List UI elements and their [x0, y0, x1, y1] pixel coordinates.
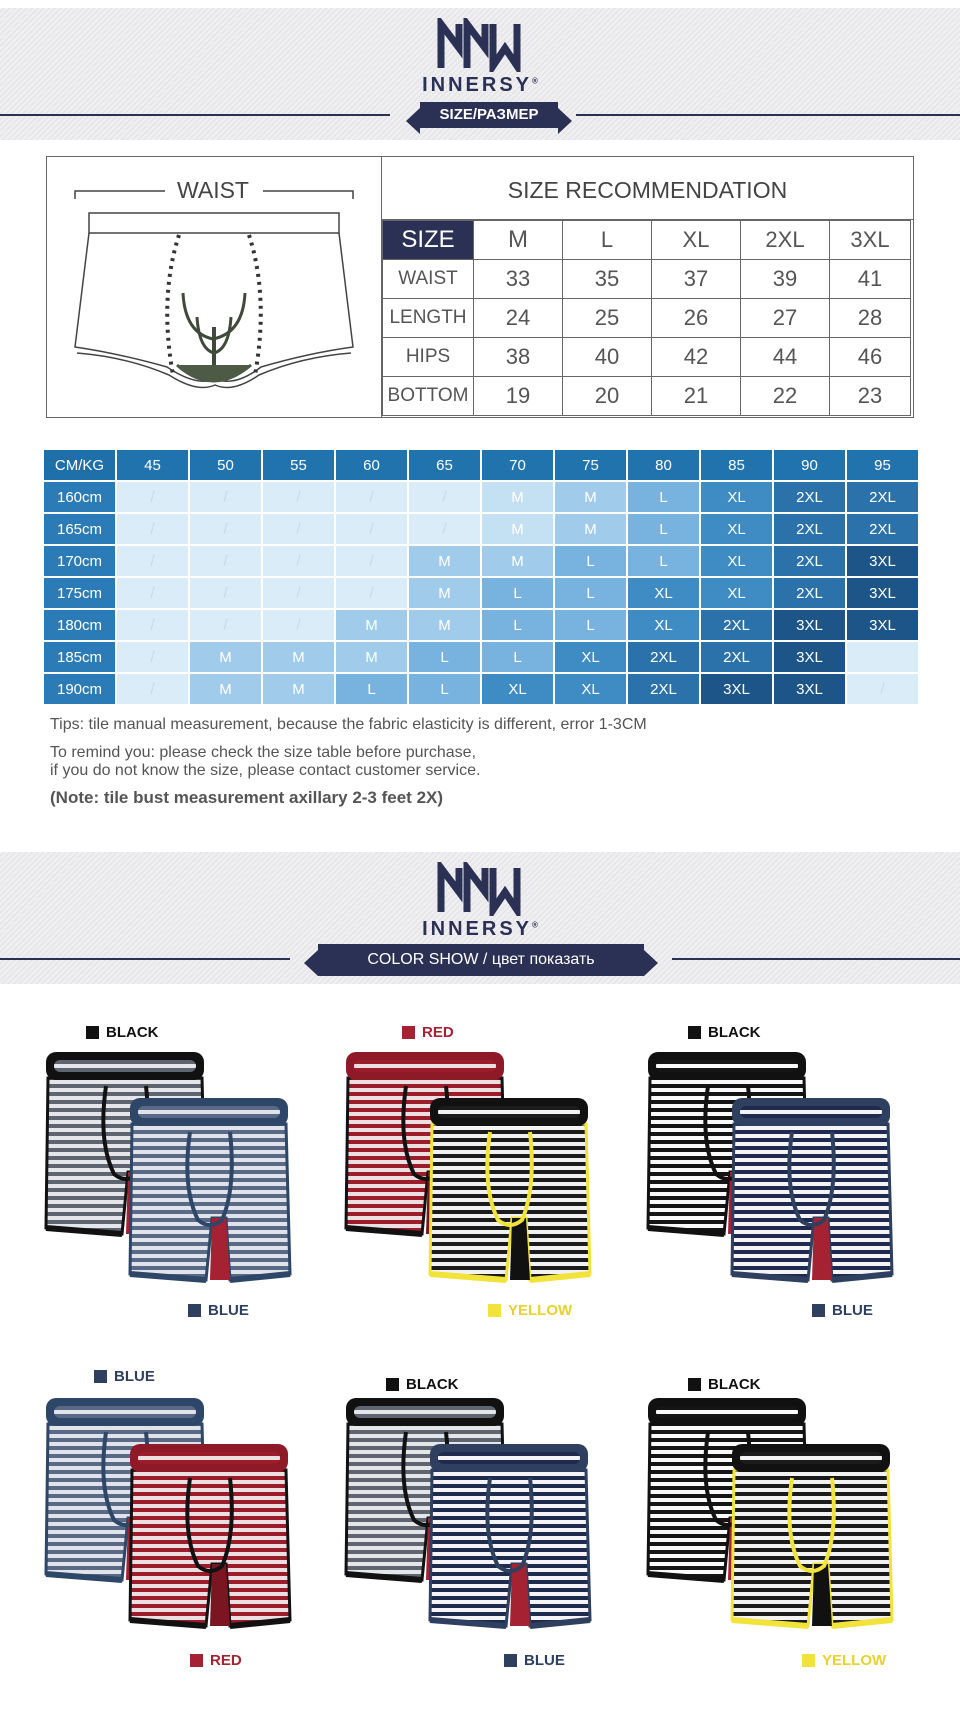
table-row: [383, 299, 911, 338]
color-swatch: [402, 1026, 415, 1039]
cell: 46: [830, 338, 911, 377]
size-cell: L: [555, 546, 626, 576]
size-ribbon: SIZE/РАЗМЕР: [420, 102, 558, 128]
size-cell: XL: [482, 674, 553, 704]
color-swatch: [190, 1654, 203, 1667]
boxer-briefs-icon: [334, 1356, 634, 1646]
size-cell: 2XL: [774, 514, 845, 544]
boxer-briefs-icon: [636, 1010, 936, 1300]
table-row: [44, 610, 918, 640]
size-cell: 2XL: [847, 482, 918, 512]
size-cell: L: [482, 642, 553, 672]
size-col: XL: [652, 221, 741, 260]
table-row: [44, 546, 918, 576]
height-row-header: 165cm: [44, 514, 115, 544]
height-row-header: 160cm: [44, 482, 115, 512]
table-row: [44, 642, 918, 672]
size-cell: /: [336, 514, 407, 544]
waist-diagram: [47, 157, 382, 417]
weight-col-header: 70: [482, 450, 553, 480]
size-cell: 3XL: [847, 578, 918, 608]
header-rule-right: [576, 114, 960, 116]
size-cell: M: [555, 514, 626, 544]
size-cell: /: [263, 514, 334, 544]
boxer-briefs-icon: [34, 1356, 334, 1646]
size-col: M: [474, 221, 563, 260]
cell: 24: [474, 299, 563, 338]
size-cell: /: [117, 578, 188, 608]
size-cell: M: [409, 546, 480, 576]
size-cell: L: [482, 610, 553, 640]
color-name: RED: [422, 1024, 454, 1041]
size-cell: M: [263, 642, 334, 672]
size-cell: /: [190, 578, 261, 608]
color-name: RED: [210, 1652, 242, 1669]
size-cell: /: [117, 610, 188, 640]
weight-col-header: 65: [409, 450, 480, 480]
size-cell: L: [409, 674, 480, 704]
color-name: YELLOW: [822, 1652, 887, 1669]
cell: 28: [830, 299, 911, 338]
size-cell: /: [263, 482, 334, 512]
size-cell: /: [409, 514, 480, 544]
bottom-color-label: [190, 1652, 242, 1669]
header-rule-left: [0, 958, 290, 960]
size-cell: /: [263, 578, 334, 608]
size-cell: /: [336, 546, 407, 576]
size-cell: 2XL: [701, 610, 772, 640]
table-row: [44, 578, 918, 608]
product-pair: [34, 1010, 334, 1319]
size-cell: L: [555, 610, 626, 640]
innersy-logo-icon: [435, 862, 525, 916]
cell: 37: [652, 260, 741, 299]
color-name: BLACK: [708, 1024, 761, 1041]
color-name: BLACK: [708, 1376, 761, 1393]
boxer-briefs-icon: [34, 1010, 334, 1300]
color-swatch: [688, 1026, 701, 1039]
row-label: HIPS: [383, 338, 474, 377]
size-cell: /: [190, 546, 261, 576]
corner-label: CM/KG: [44, 450, 115, 480]
bottom-color-label: [188, 1302, 249, 1319]
color-swatch: [386, 1378, 399, 1391]
brand-logo: [0, 18, 960, 97]
size-cell: /: [336, 578, 407, 608]
size-cell: /: [190, 514, 261, 544]
size-cell: /: [117, 546, 188, 576]
size-col: L: [563, 221, 652, 260]
brand-name: INNERSY®: [422, 918, 538, 940]
cell: 25: [563, 299, 652, 338]
bottom-color-label: [812, 1302, 873, 1319]
size-cell: M: [482, 482, 553, 512]
top-color-label: [386, 1376, 459, 1393]
size-cell: /: [263, 546, 334, 576]
note-line: (Note: tile bust measurement axillary 2-3 feet 2X): [50, 788, 444, 807]
color-name: BLUE: [832, 1302, 873, 1319]
size-cell: M: [482, 546, 553, 576]
top-color-label: [688, 1376, 761, 1393]
size-cell: /: [190, 610, 261, 640]
size-cell: L: [409, 642, 480, 672]
product-pair: [636, 1356, 936, 1669]
size-cell: /: [117, 642, 188, 672]
top-color-label: [402, 1024, 454, 1041]
size-cell: M: [190, 642, 261, 672]
size-col: 3XL: [830, 221, 911, 260]
size-cell: /: [336, 482, 407, 512]
top-color-label: [688, 1024, 761, 1041]
size-cell: XL: [701, 482, 772, 512]
size-cell: L: [628, 514, 699, 544]
bottom-color-label: [504, 1652, 565, 1669]
row-label: LENGTH: [383, 299, 474, 338]
size-cell: /: [117, 674, 188, 704]
weight-col-header: 55: [263, 450, 334, 480]
table-row: [383, 338, 911, 377]
header-rule-right: [672, 958, 960, 960]
size-cell: XL: [701, 546, 772, 576]
bottom-color-label: [802, 1652, 886, 1669]
height-row-header: 185cm: [44, 642, 115, 672]
size-cell: /: [263, 610, 334, 640]
size-cell: /: [190, 482, 261, 512]
cell: 20: [563, 377, 652, 416]
size-cell: L: [336, 674, 407, 704]
color-swatch: [94, 1370, 107, 1383]
weight-col-header: 90: [774, 450, 845, 480]
top-color-label: [94, 1368, 155, 1385]
table-row: [44, 674, 918, 704]
size-cell: 2XL: [628, 642, 699, 672]
product-pair: [34, 1356, 334, 1669]
size-cell: 2XL: [847, 514, 918, 544]
size-cell: XL: [701, 578, 772, 608]
cell: 35: [563, 260, 652, 299]
color-swatch: [812, 1304, 825, 1317]
weight-header-row: [44, 450, 918, 480]
size-col: 2XL: [741, 221, 830, 260]
color-swatch: [188, 1304, 201, 1317]
size-cell: M: [482, 514, 553, 544]
boxer-briefs-icon: [636, 1356, 936, 1646]
color-name: BLUE: [524, 1652, 565, 1669]
size-cell: /: [117, 514, 188, 544]
size-cell: M: [336, 642, 407, 672]
reminder-line: To remind you: please check the size table before purchase,: [50, 744, 477, 761]
size-cell: M: [409, 610, 480, 640]
size-cell: L: [482, 578, 553, 608]
innersy-logo-icon: [435, 18, 525, 72]
size-cell: 2XL: [774, 546, 845, 576]
height-weight-table: [42, 448, 920, 706]
color-swatch: [488, 1304, 501, 1317]
size-cell: M: [190, 674, 261, 704]
size-cell: 3XL: [774, 674, 845, 704]
weight-col-header: 50: [190, 450, 261, 480]
cell: 23: [830, 377, 911, 416]
brand-name: INNERSY®: [422, 74, 538, 96]
cell: 41: [830, 260, 911, 299]
table-row: [383, 260, 911, 299]
size-recommendation-box: [46, 156, 914, 418]
size-cell: XL: [628, 610, 699, 640]
size-cell: /: [847, 674, 918, 704]
size-table: [382, 220, 911, 416]
size-cell: /: [409, 482, 480, 512]
size-cell: M: [555, 482, 626, 512]
size-cell: 2XL: [701, 642, 772, 672]
size-cell: 2XL: [774, 482, 845, 512]
size-cell: [847, 642, 918, 672]
cell: 39: [741, 260, 830, 299]
weight-col-header: 95: [847, 450, 918, 480]
weight-col-header: 60: [336, 450, 407, 480]
reminder-line: if you do not know the size, please contact customer service.: [50, 762, 481, 779]
size-cell: XL: [555, 674, 626, 704]
size-cell: XL: [628, 578, 699, 608]
weight-col-header: 75: [555, 450, 626, 480]
brand-logo: [0, 862, 960, 941]
cell: 42: [652, 338, 741, 377]
size-cell: XL: [555, 642, 626, 672]
table-row: [44, 514, 918, 544]
cell: 22: [741, 377, 830, 416]
product-pair: [334, 1356, 634, 1669]
size-cell: 3XL: [701, 674, 772, 704]
size-cell: L: [628, 482, 699, 512]
color-swatch: [86, 1026, 99, 1039]
height-row-header: 190cm: [44, 674, 115, 704]
bottom-color-label: [488, 1302, 572, 1319]
size-cell: M: [409, 578, 480, 608]
table-row: [383, 377, 911, 416]
product-pair: [334, 1010, 634, 1319]
color-name: BLACK: [406, 1376, 459, 1393]
size-recommendation-title: SIZE RECOMMENDATION: [382, 157, 913, 220]
size-cell: XL: [701, 514, 772, 544]
cell: 38: [474, 338, 563, 377]
height-row-header: 180cm: [44, 610, 115, 640]
cell: 21: [652, 377, 741, 416]
color-name: BLACK: [106, 1024, 159, 1041]
cell: 44: [741, 338, 830, 377]
product-pair: [636, 1010, 936, 1319]
cell: 40: [563, 338, 652, 377]
size-cell: L: [555, 578, 626, 608]
row-label: BOTTOM: [383, 377, 474, 416]
boxer-briefs-icon: [334, 1010, 634, 1300]
color-name: BLUE: [208, 1302, 249, 1319]
color-swatch: [802, 1654, 815, 1667]
size-cell: 3XL: [774, 610, 845, 640]
cell: 26: [652, 299, 741, 338]
color-ribbon: COLOR SHOW / цвет показать: [318, 944, 644, 976]
cell: 33: [474, 260, 563, 299]
color-name: YELLOW: [508, 1302, 573, 1319]
waist-label: WAIST: [177, 177, 249, 203]
weight-col-header: 85: [701, 450, 772, 480]
top-color-label: [86, 1024, 159, 1041]
size-cell: 3XL: [774, 642, 845, 672]
height-row-header: 175cm: [44, 578, 115, 608]
size-cell: 2XL: [628, 674, 699, 704]
size-cell: 3XL: [847, 546, 918, 576]
cell: 19: [474, 377, 563, 416]
table-row: [44, 482, 918, 512]
size-cell: /: [117, 482, 188, 512]
size-cell: M: [263, 674, 334, 704]
color-swatch: [504, 1654, 517, 1667]
size-header-label: SIZE: [383, 221, 474, 260]
weight-col-header: 80: [628, 450, 699, 480]
size-cell: 3XL: [847, 610, 918, 640]
size-cell: 2XL: [774, 578, 845, 608]
row-label: WAIST: [383, 260, 474, 299]
header-rule-left: [0, 114, 390, 116]
size-header-row: [383, 221, 911, 260]
cell: 27: [741, 299, 830, 338]
color-name: BLUE: [114, 1368, 155, 1385]
size-cell: M: [336, 610, 407, 640]
weight-col-header: 45: [117, 450, 188, 480]
size-cell: L: [628, 546, 699, 576]
color-swatch: [688, 1378, 701, 1391]
tip-line: Tips: tile manual measurement, because the fabric elasticity is different, error 1-3CM: [50, 716, 647, 733]
height-row-header: 170cm: [44, 546, 115, 576]
